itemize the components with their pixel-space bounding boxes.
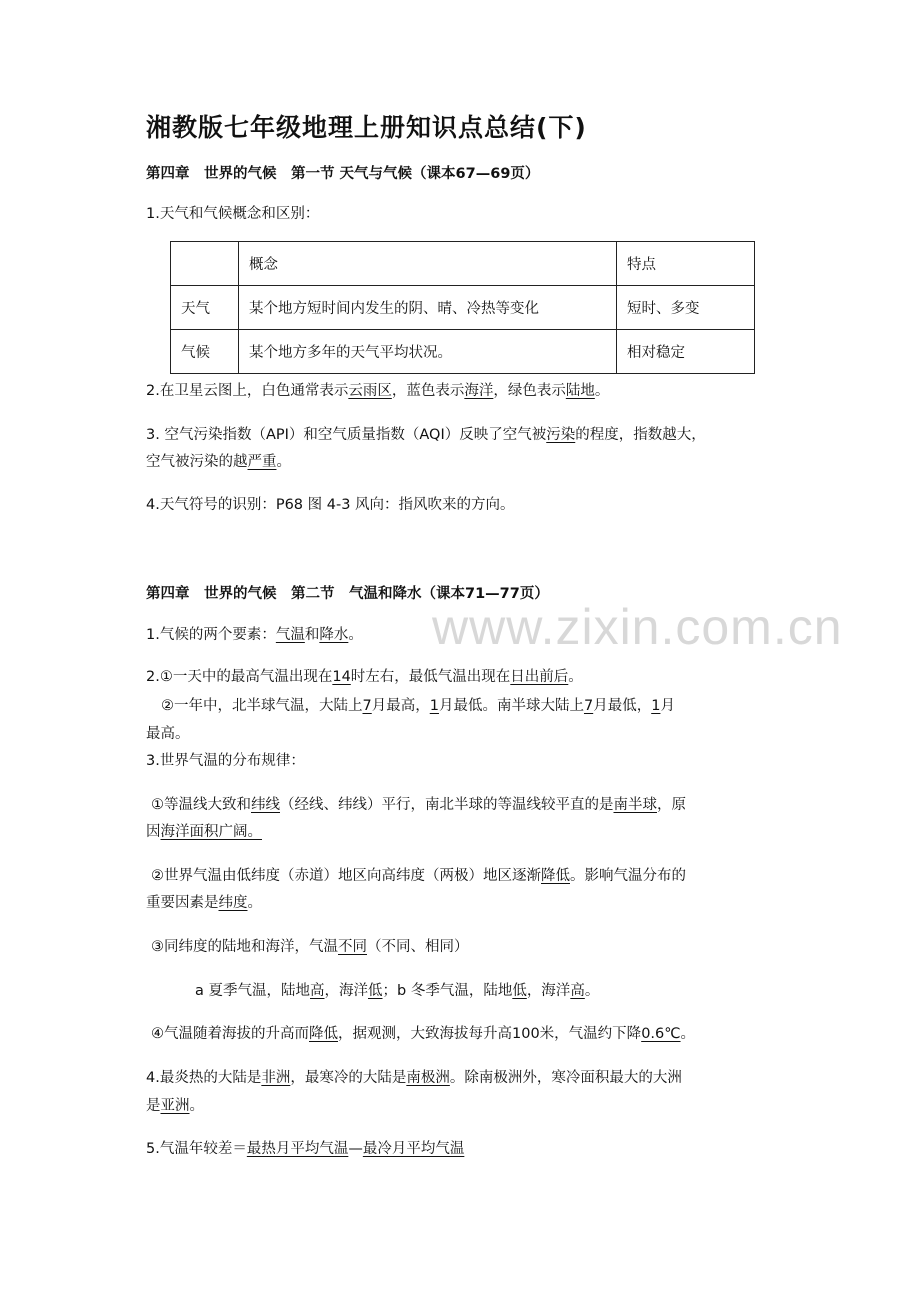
table-cell: 特点 bbox=[617, 242, 755, 286]
s2-item-3a: ①等温线大致和纬线（经线、纬线）平行，南北半球的等温线较平直的是南半球，原 bbox=[151, 797, 686, 813]
s2-item-2a: 2.①一天中的最高气温出现在14时左右，最低气温出现在日出前后。 bbox=[146, 669, 583, 685]
s2-item-4: 4.最炎热的大陆是非洲，最寒冷的大陆是南极洲。除南极洲外，寒冷面积最大的大洲 bbox=[146, 1070, 682, 1086]
s2-item-5: 5.气温年较差＝最热月平均气温—最冷月平均气温 bbox=[146, 1141, 465, 1157]
table-cell: 概念 bbox=[239, 242, 617, 286]
s2-item-4-cont: 是亚洲。 bbox=[146, 1098, 204, 1114]
s2-item-2b: ②一年中，北半球气温，大陆上7月最高，1月最低。南半球大陆上7月最低，1月 bbox=[161, 698, 675, 714]
table-cell: 短时、多变 bbox=[617, 286, 755, 330]
concept-table bbox=[170, 241, 755, 374]
table-row bbox=[171, 242, 755, 286]
table-cell: 某个地方短时间内发生的阴、晴、冷热等变化 bbox=[239, 286, 617, 330]
item-3-cont: 空气被污染的越严重。 bbox=[146, 454, 291, 470]
table-row bbox=[171, 330, 755, 374]
s2-item-3: 3.世界气温的分布规律： bbox=[146, 753, 305, 769]
s2-item-3d: a 夏季气温，陆地高，海洋低；b 冬季气温，陆地低，海洋高。 bbox=[195, 983, 600, 999]
item-3: 3. 空气污染指数（API）和空气质量指数（AQI）反映了空气被污染的程度，指数越大， bbox=[146, 427, 706, 443]
watermark: www.zixin.com.cn bbox=[432, 599, 843, 655]
item-1-label: 1.天气和气候概念和区别： bbox=[146, 206, 320, 222]
section-heading-1: 第四章 世界的气候 第一节 天气与气候（课本67—69页） bbox=[146, 166, 540, 182]
table-cell: 天气 bbox=[171, 286, 239, 330]
s2-item-3e: ④气温随着海拔的升高而降低，据观测，大致海拔每升高100米，气温约下降0.6℃。 bbox=[151, 1026, 696, 1042]
page-title: 湘教版七年级地理上册知识点总结(下) bbox=[146, 113, 587, 142]
s2-item-2c: 最高。 bbox=[146, 726, 190, 742]
s2-item-3b: ②世界气温由低纬度（赤道）地区向高纬度（两极）地区逐渐降低。影响气温分布的 bbox=[151, 868, 686, 884]
table-cell: 气候 bbox=[171, 330, 239, 374]
s2-item-1: 1.气候的两个要素：气温和降水。 bbox=[146, 627, 363, 643]
item-2: 2.在卫星云图上，白色通常表示云雨区，蓝色表示海洋，绿色表示陆地。 bbox=[146, 383, 610, 399]
table-row bbox=[171, 286, 755, 330]
s2-item-3c: ③同纬度的陆地和海洋，气温不同（不同、相同） bbox=[151, 939, 469, 955]
s2-item-3b-cont: 重要因素是纬度。 bbox=[146, 895, 262, 911]
s2-item-3a-cont: 因海洋面积广阔。 bbox=[146, 824, 262, 840]
item-4: 4.天气符号的识别：P68 图 4-3 风向：指风吹来的方向。 bbox=[146, 497, 515, 513]
table-cell: 某个地方多年的天气平均状况。 bbox=[239, 330, 617, 374]
table-cell bbox=[171, 242, 239, 286]
section-heading-2: 第四章 世界的气候 第二节 气温和降水（课本71—77页） bbox=[146, 586, 549, 602]
table-cell: 相对稳定 bbox=[617, 330, 755, 374]
